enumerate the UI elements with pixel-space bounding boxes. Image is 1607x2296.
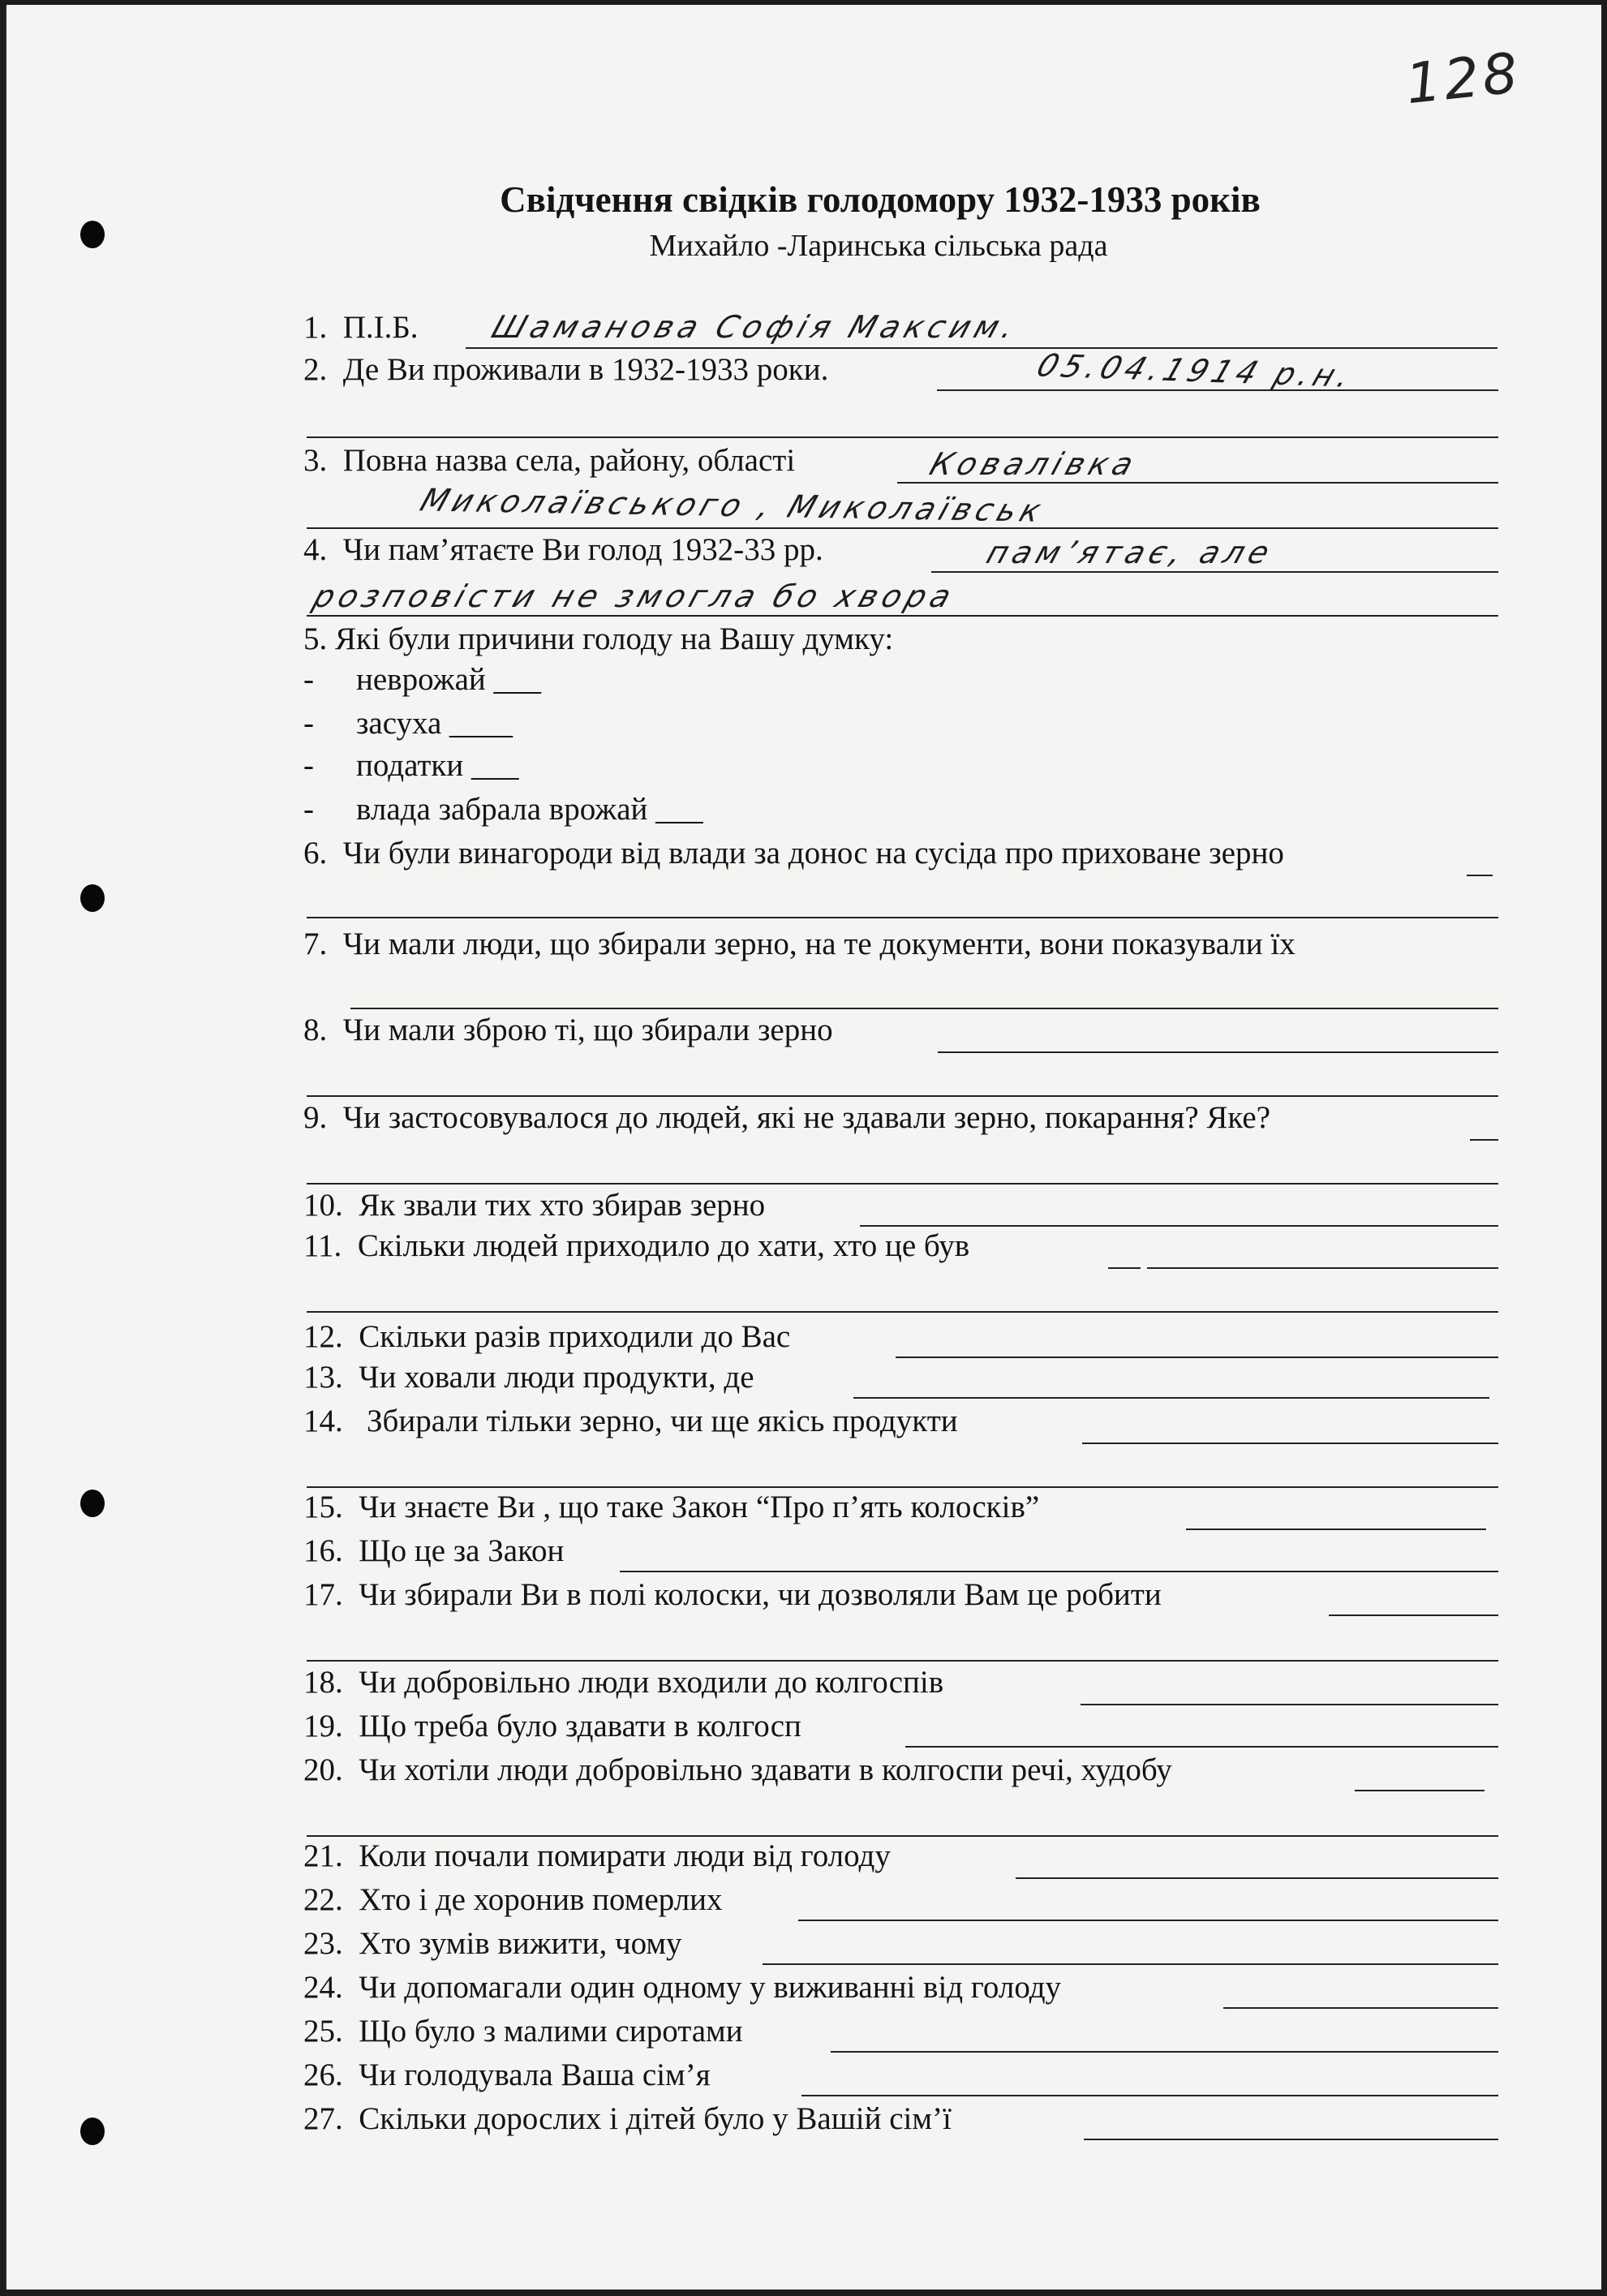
answer-line [1467, 875, 1493, 876]
answer-line [307, 436, 1498, 438]
question-20: 20. Чи хотіли люди добровільно здавати в колгоспи речі, худобу [303, 1752, 1172, 1787]
answer-line [350, 1008, 1498, 1009]
answer-line [307, 1660, 1498, 1662]
question-2: 2. Де Ви проживали в 1932-1933 роки. [303, 352, 829, 387]
question-15-text: Чи знаєте Ви , що таке Закон “Про п’ять колосків” [359, 1490, 1040, 1524]
answer-line [831, 2051, 1498, 2053]
question-6: 6. Чи були винагороди від влади за донос на сусіда про приховане зерно [303, 836, 1284, 871]
answer-line [1084, 2139, 1498, 2140]
question-7: 7. Чи мали люди, що збирали зерно, на те документи, вони показували їх [303, 927, 1295, 961]
answer-line [1470, 1139, 1498, 1141]
answer-line [860, 1225, 1498, 1227]
question-1-text: П.І.Б. [342, 310, 419, 345]
question-8-text: Чи мали зброю ті, що збирали зерно [342, 1013, 833, 1047]
punch-hole [80, 884, 105, 912]
question-8: 8. Чи мали зброю ті, що збирали зерно [303, 1013, 833, 1047]
question-27-text: Скільки дорослих і дітей було у Вашій сім’ї [359, 2101, 952, 2136]
handwritten-memory-2: розповісти не змогла бо хвора [308, 578, 960, 614]
answer-line [1081, 1704, 1498, 1705]
reason-item: - неврожай ___ [303, 662, 542, 697]
answer-line [801, 2095, 1498, 2096]
question-20-text: Чи хотіли люди добровільно здавати в колгоспи речі, худобу [359, 1752, 1172, 1787]
reason-item: - засуха ____ [303, 706, 513, 741]
answer-line [763, 1963, 1498, 1965]
answer-line [1147, 1267, 1498, 1269]
question-10: 10. Як звали тих хто збирав зерно [303, 1188, 766, 1223]
question-11: 11. Скільки людей приходило до хати, хто це був [303, 1228, 970, 1263]
question-13: 13. Чи ховали люди продукти, де [303, 1360, 754, 1395]
question-4: 4. Чи пам’ятаєте Ви голод 1932-33 рр. [303, 532, 823, 567]
answer-line [307, 1835, 1498, 1837]
question-6-text: Чи були винагороди від влади за донос на сусіда про приховане зерно [342, 836, 1284, 871]
question-13-text: Чи ховали люди продукти, де [359, 1360, 754, 1395]
reason-item: - податки ___ [303, 748, 519, 783]
question-26-text: Чи голодувала Ваша сім’я [359, 2057, 711, 2092]
question-24-text: Чи допомагали один одному у виживанні від голоду [359, 1970, 1062, 2005]
question-11-text: Скільки людей приходило до хати, хто це був [357, 1228, 970, 1263]
answer-line [938, 1051, 1498, 1053]
question-3: 3. Повна назва села, району, області [303, 443, 796, 478]
handwritten-village: Ковалівка [925, 446, 1143, 482]
answer-line [620, 1571, 1498, 1572]
question-21: 21. Коли почали помирати люди від голоду [303, 1838, 891, 1873]
handwritten-birth: 05.04.1914 р.н. [1032, 347, 1360, 394]
answer-line [307, 917, 1498, 918]
page-number: 128 [1403, 41, 1524, 118]
answer-line [466, 347, 1497, 349]
question-23: 23. Хто зумів вижити, чому [303, 1926, 682, 1961]
punch-hole [80, 1490, 105, 1517]
handwritten-district: Миколаївського , Миколаївськ [415, 482, 1051, 529]
question-9: 9. Чи застосовувалося до людей, які не здавали зерно, покарання? Яке? [303, 1100, 1271, 1135]
handwritten-memory: пам’ятає, але [982, 535, 1279, 570]
answer-line [896, 1357, 1498, 1358]
answer-line [307, 527, 1498, 529]
answer-line [1082, 1443, 1498, 1444]
question-15: 15. Чи знаєте Ви , що таке Закон “Про п’ять колосків” [303, 1490, 1040, 1524]
punch-hole [80, 2118, 105, 2145]
answer-line [937, 389, 1498, 391]
question-12-text: Скільки разів приходили до Вас [359, 1319, 791, 1354]
answer-line [307, 615, 1498, 617]
answer-line [897, 482, 1498, 484]
question-16-text: Що це за Закон [359, 1533, 565, 1568]
answer-line [307, 1095, 1498, 1097]
question-19: 19. Що треба було здавати в колгосп [303, 1709, 801, 1743]
question-10-text: Як звали тих хто збирав зерно [359, 1188, 766, 1223]
question-19-text: Що треба було здавати в колгосп [359, 1709, 801, 1743]
answer-line [798, 1920, 1498, 1921]
question-17-text: Чи збирали Ви в полі колоски, чи дозволяли Вам це робити [359, 1577, 1162, 1612]
question-26: 26. Чи голодувала Ваша сім’я [303, 2057, 711, 2092]
question-25: 25. Що було з малими сиротами [303, 2014, 743, 2049]
question-22: 22. Хто і де хоронив померлих [303, 1882, 723, 1917]
question-14: 14. Збирали тільки зерно, чи ще якісь продукти [303, 1404, 958, 1438]
question-5: 5. Які були причини голоду на Вашу думку: [303, 621, 894, 656]
question-21-text: Коли почали помирати люди від голоду [359, 1838, 891, 1873]
question-4-text: Чи пам’ятаєте Ви голод 1932-33 рр. [342, 532, 823, 567]
document-subtitle: Михайло -Ларинська сільська рада [649, 229, 1108, 263]
question-18: 18. Чи добровільно люди входили до колгоспів [303, 1665, 944, 1700]
question-2-text: Де Ви проживали в 1932-1933 роки. [342, 352, 829, 387]
answer-line [1329, 1615, 1498, 1616]
question-18-text: Чи добровільно люди входили до колгоспів [359, 1665, 944, 1700]
answer-line [1223, 2007, 1498, 2009]
answer-line [307, 1486, 1498, 1488]
reason-item: - влада забрала врожай ___ [303, 792, 703, 827]
answer-line [307, 1311, 1498, 1313]
question-1: 1. П.І.Б. [303, 310, 419, 345]
question-5-text: Які були причини голоду на Вашу думку: [335, 621, 894, 656]
document-title: Свідчення свідків голодомору 1932-1933 років [500, 179, 1261, 220]
answer-line [1186, 1529, 1486, 1530]
question-23-text: Хто зумів вижити, чому [359, 1926, 682, 1961]
answer-line [1355, 1790, 1485, 1791]
handwritten-name: Шаманова Софія Максим. [487, 309, 1025, 345]
document-page [5, 5, 1601, 2290]
answer-line [931, 571, 1498, 573]
answer-line [853, 1397, 1489, 1399]
answer-line [905, 1746, 1498, 1748]
question-3-text: Повна назва села, району, області [342, 443, 796, 478]
question-24: 24. Чи допомагали один одному у виживанні від голоду [303, 1970, 1062, 2005]
answer-line [1016, 1877, 1498, 1879]
question-17: 17. Чи збирали Ви в полі колоски, чи дозволяли Вам це робити [303, 1577, 1162, 1612]
question-9-text: Чи застосовувалося до людей, які не здавали зерно, покарання? Яке? [342, 1100, 1271, 1135]
question-7-text: Чи мали люди, що збирали зерно, на те документи, вони показували їх [342, 927, 1295, 961]
question-27: 27. Скільки дорослих і дітей було у Вашій сім’ї [303, 2101, 952, 2136]
question-14-text: Збирали тільки зерно, чи ще якісь продукти [367, 1404, 958, 1438]
question-12: 12. Скільки разів приходили до Вас [303, 1319, 791, 1354]
answer-line [1108, 1267, 1141, 1269]
answer-line [307, 1183, 1498, 1185]
question-16: 16. Що це за Закон [303, 1533, 565, 1568]
question-25-text: Що було з малими сиротами [359, 2014, 743, 2049]
question-22-text: Хто і де хоронив померлих [359, 1882, 723, 1917]
